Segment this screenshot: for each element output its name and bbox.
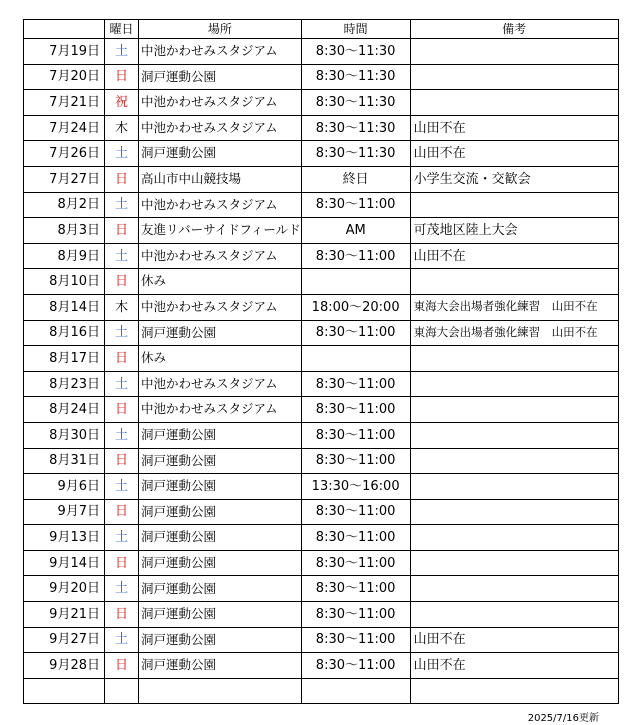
note-cell — [410, 678, 618, 704]
table-row — [24, 576, 619, 602]
day-cell: 日 — [105, 550, 139, 576]
day-cell: 日 — [105, 218, 139, 244]
date-cell: 9月20日 — [24, 576, 105, 602]
time-cell — [301, 269, 410, 295]
day-cell — [105, 678, 139, 704]
date-cell: 7月24日 — [24, 115, 105, 141]
note-cell: 山田不在 — [410, 115, 618, 141]
day-cell: 土 — [105, 474, 139, 500]
day-cell: 日 — [105, 346, 139, 372]
date-cell: 8月2日 — [24, 192, 105, 218]
time-cell: 8:30～11:00 — [301, 525, 410, 551]
date-cell: 7月20日 — [24, 64, 105, 90]
place-cell: 休み — [139, 269, 302, 295]
note-cell — [410, 192, 618, 218]
day-cell: 土 — [105, 39, 139, 65]
date-cell: 9月27日 — [24, 627, 105, 653]
date-cell: 9月14日 — [24, 550, 105, 576]
date-cell: 9月13日 — [24, 525, 105, 551]
day-cell: 日 — [105, 166, 139, 192]
day-cell: 土 — [105, 371, 139, 397]
header-day: 曜日 — [105, 20, 139, 39]
time-cell: 8:30～11:30 — [301, 64, 410, 90]
header-place: 場所 — [139, 20, 302, 39]
place-cell: 洞戸運動公園 — [139, 525, 302, 551]
date-cell — [24, 678, 105, 704]
place-cell: 洞戸運動公園 — [139, 474, 302, 500]
day-cell: 土 — [105, 525, 139, 551]
day-cell: 土 — [105, 192, 139, 218]
date-cell: 9月28日 — [24, 653, 105, 679]
header-note: 備考 — [410, 20, 618, 39]
day-cell: 土 — [105, 627, 139, 653]
note-cell: 東海大会出場者強化練習 山田不在 — [410, 320, 618, 346]
place-cell: 洞戸運動公園 — [139, 550, 302, 576]
table-row — [24, 397, 619, 423]
table-row — [24, 602, 619, 628]
date-cell: 8月17日 — [24, 346, 105, 372]
place-cell: 高山市中山競技場 — [139, 166, 302, 192]
table-row — [24, 422, 619, 448]
time-cell: 8:30～11:30 — [301, 39, 410, 65]
place-cell: 中池かわせみスタジアム — [139, 397, 302, 423]
place-cell: 中池かわせみスタジアム — [139, 115, 302, 141]
table-row — [24, 474, 619, 500]
date-cell: 9月7日 — [24, 499, 105, 525]
note-cell: 小学生交流・交歓会 — [410, 166, 618, 192]
place-cell: 洞戸運動公園 — [139, 64, 302, 90]
day-cell: 土 — [105, 422, 139, 448]
time-cell: 8:30～11:30 — [301, 115, 410, 141]
place-cell: 休み — [139, 346, 302, 372]
table-row — [24, 192, 619, 218]
time-cell: 8:30～11:00 — [301, 397, 410, 423]
table-row — [24, 525, 619, 551]
table-row — [24, 653, 619, 679]
place-cell: 中池かわせみスタジアム — [139, 371, 302, 397]
date-cell: 7月21日 — [24, 90, 105, 116]
time-cell: 8:30～11:00 — [301, 602, 410, 628]
note-cell — [410, 422, 618, 448]
note-cell: 東海大会出場者強化練習 山田不在 — [410, 294, 618, 320]
date-cell: 9月6日 — [24, 474, 105, 500]
place-cell: 洞戸運動公園 — [139, 448, 302, 474]
note-cell — [410, 371, 618, 397]
day-cell: 日 — [105, 448, 139, 474]
time-cell: 8:30～11:00 — [301, 192, 410, 218]
day-cell: 日 — [105, 499, 139, 525]
table-row — [24, 90, 619, 116]
place-cell: 洞戸運動公園 — [139, 627, 302, 653]
table-row — [24, 371, 619, 397]
day-cell: 祝 — [105, 90, 139, 116]
table-row — [24, 243, 619, 269]
place-cell: 中池かわせみスタジアム — [139, 294, 302, 320]
time-cell: 8:30～11:00 — [301, 320, 410, 346]
date-cell: 7月19日 — [24, 39, 105, 65]
date-cell: 7月27日 — [24, 166, 105, 192]
table-row — [24, 550, 619, 576]
table-row — [24, 64, 619, 90]
day-cell: 土 — [105, 576, 139, 602]
date-cell: 8月16日 — [24, 320, 105, 346]
note-cell — [410, 90, 618, 116]
note-cell — [410, 602, 618, 628]
schedule-rows — [24, 39, 619, 704]
time-cell — [301, 678, 410, 704]
place-cell: 中池かわせみスタジアム — [139, 39, 302, 65]
time-cell: 8:30～11:00 — [301, 243, 410, 269]
day-cell: 土 — [105, 141, 139, 167]
time-cell: 8:30～11:00 — [301, 371, 410, 397]
date-cell: 7月26日 — [24, 141, 105, 167]
table-row — [24, 269, 619, 295]
table-row — [24, 115, 619, 141]
time-cell: 8:30～11:30 — [301, 90, 410, 116]
time-cell: 8:30～11:00 — [301, 653, 410, 679]
day-cell: 土 — [105, 320, 139, 346]
header-date — [24, 20, 105, 39]
place-cell: 中池かわせみスタジアム — [139, 243, 302, 269]
place-cell: 友進リバーサイドフィールド — [139, 218, 302, 244]
note-cell — [410, 448, 618, 474]
time-cell: 18:00～20:00 — [301, 294, 410, 320]
date-cell: 8月14日 — [24, 294, 105, 320]
place-cell — [139, 678, 302, 704]
day-cell: 木 — [105, 115, 139, 141]
table-row — [24, 448, 619, 474]
table-row — [24, 39, 619, 65]
note-cell: 山田不在 — [410, 627, 618, 653]
time-cell: 13:30～16:00 — [301, 474, 410, 500]
place-cell: 洞戸運動公園 — [139, 499, 302, 525]
header-row — [24, 20, 619, 39]
day-cell: 日 — [105, 602, 139, 628]
day-cell: 日 — [105, 64, 139, 90]
date-cell: 8月23日 — [24, 371, 105, 397]
time-cell: 8:30～11:00 — [301, 422, 410, 448]
place-cell: 洞戸運動公園 — [139, 320, 302, 346]
note-cell: 山田不在 — [410, 243, 618, 269]
note-cell — [410, 474, 618, 500]
time-cell: 8:30～11:30 — [301, 141, 410, 167]
time-cell: AM — [301, 218, 410, 244]
time-cell: 8:30～11:00 — [301, 627, 410, 653]
time-cell — [301, 346, 410, 372]
note-cell — [410, 269, 618, 295]
table-row — [24, 320, 619, 346]
time-cell: 8:30～11:00 — [301, 448, 410, 474]
date-cell: 8月30日 — [24, 422, 105, 448]
table-row — [24, 166, 619, 192]
note-cell: 可茂地区陸上大会 — [410, 218, 618, 244]
table-row — [24, 627, 619, 653]
note-cell — [410, 39, 618, 65]
date-cell: 8月3日 — [24, 218, 105, 244]
note-cell — [410, 499, 618, 525]
time-cell: 8:30～11:00 — [301, 499, 410, 525]
header-time: 時間 — [301, 20, 410, 39]
table-row — [24, 294, 619, 320]
day-cell: 日 — [105, 269, 139, 295]
day-cell: 日 — [105, 653, 139, 679]
day-cell: 土 — [105, 243, 139, 269]
note-cell: 山田不在 — [410, 653, 618, 679]
note-cell — [410, 397, 618, 423]
table-row — [24, 678, 619, 704]
place-cell: 洞戸運動公園 — [139, 141, 302, 167]
table-row — [24, 499, 619, 525]
place-cell: 洞戸運動公園 — [139, 653, 302, 679]
day-cell: 日 — [105, 397, 139, 423]
time-cell: 8:30～11:00 — [301, 576, 410, 602]
place-cell: 洞戸運動公園 — [139, 602, 302, 628]
place-cell: 洞戸運動公園 — [139, 576, 302, 602]
date-cell: 8月9日 — [24, 243, 105, 269]
note-cell — [410, 550, 618, 576]
practice-schedule-table — [23, 19, 619, 704]
note-cell: 山田不在 — [410, 141, 618, 167]
note-cell — [410, 576, 618, 602]
table-row — [24, 218, 619, 244]
date-cell: 8月24日 — [24, 397, 105, 423]
date-cell: 8月31日 — [24, 448, 105, 474]
note-cell — [410, 525, 618, 551]
table-row — [24, 346, 619, 372]
day-cell: 木 — [105, 294, 139, 320]
place-cell: 洞戸運動公園 — [139, 422, 302, 448]
note-cell — [410, 346, 618, 372]
time-cell: 終日 — [301, 166, 410, 192]
note-cell — [410, 64, 618, 90]
place-cell: 中池かわせみスタジアム — [139, 192, 302, 218]
date-cell: 9月21日 — [24, 602, 105, 628]
date-cell: 8月10日 — [24, 269, 105, 295]
time-cell: 8:30～11:00 — [301, 550, 410, 576]
table-row — [24, 141, 619, 167]
place-cell: 中池かわせみスタジアム — [139, 90, 302, 116]
updated-date: 2025/7/16更新 — [527, 713, 599, 724]
